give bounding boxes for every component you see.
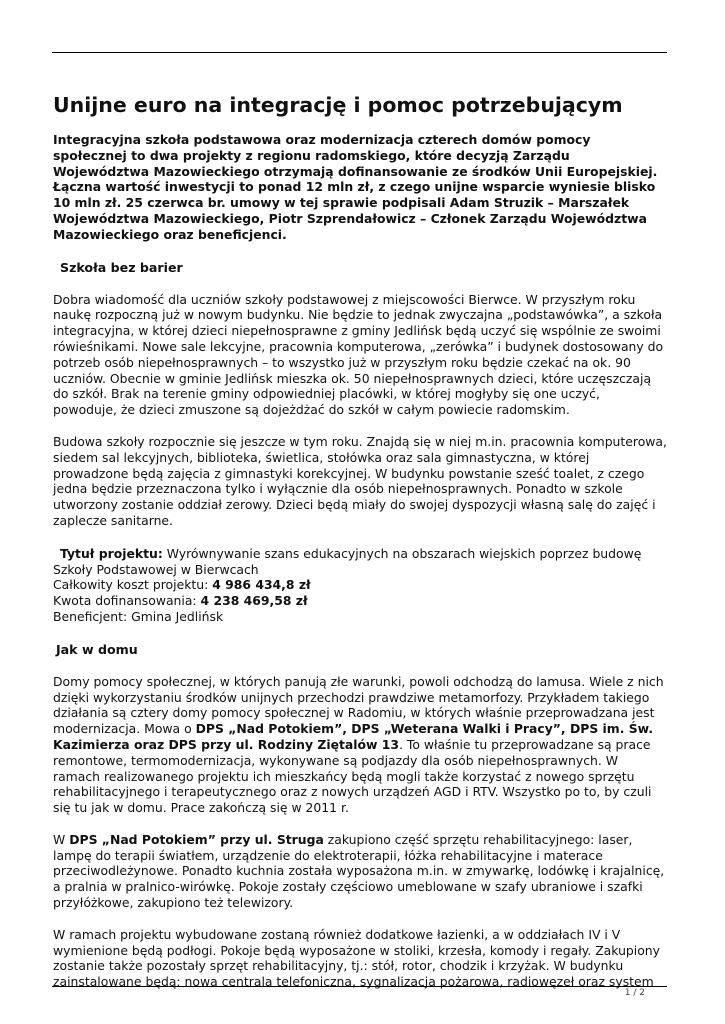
section2-p1-dps-list: DPS „Nad Potokiem”, DPS „Weterana Walki i Pracy”, DPS im. Św. Kazimierza oraz DPS przy ul. Rodziny Ziętalów 13 [53,721,654,752]
section2-p1-text-a: Domy pomocy społecznej, w których panują złe warunki, powoli odchodzą do lamusa. Wiele z nich dzięki wykorzystaniu środków unijnych przechodzi prawdziwe metamorfozy. Przykładem takiego działania są cztery domy pomocy społecznej w Radomiu, w których właśnie przeprowadzana jest modernizacja. Mowa o [53,673,664,737]
project-funding-value: 4 238 469,58 zł [200,593,308,609]
section2-p1-text-c: . To właśnie tu przeprowadzane są prace remontowe, termomodernizacja, wykonywane są podjazdy dla osób niepełnosprawnych. W ramach realizowanego projektu ich mieszkańcy będą mogli także korzystać z nowego sprzętu rehabilitacyjnego i terapeutycznego oraz z nowych urządzeń AGD i RTV. Wszystko po to, by czuli się tu jak w domu. Prace zakończą się w 2011 r. [53,736,652,816]
article-title: Unijne euro na integrację i pomoc potrzebującym [53,93,623,117]
article-lead: Integracyjna szkoła podstawowa oraz modernizacja czterech domów pomocy społecznej to dwa projekty z regionu radomskiego, które decyzją Zarządu Województwa Mazowieckiego otrzymają dofinansowanie ze środków Unii Europejskiej. Łączna wartość inwestycji to ponad 12 mln zł, z czego unijne wsparcie wyniesie blisko 10 mln zł. 25 czerwca br. umowy w tej sprawie podpisali Adam Struzik – Marszałek Województwa Mazowieckiego, Piotr Szprendałowicz – Członek Zarządu Województwa Mazowieckiego oraz beneficjenci. [53,132,658,242]
section2-paragraph-1 [53,674,667,816]
project-funding-row [53,593,667,609]
project-cost-value: 4 986 434,8 zł [212,577,311,593]
bottom-rule [52,986,667,987]
section1-paragraph-1: Dobra wiadomość dla uczniów szkoły podstawowej z miejscowości Bierwce. W przyszłym roku naukę rozpoczną już w nowym budynku. Nie będzie to jednak zwyczajna „podstawówka”, a szkoła integracyjna, w której dzieci niepełnosprawne z gminy Jedlińsk będą uczyć się wspólnie ze swoimi rówieśnikami. Nowe sale lekcyjne, pracownia komputerowa, „zerówka” i budynek dostosowany do potrzeb osób niepełnosprawnych – to wszystko już w przyszłym roku będzie czekać na ok. 90 uczniów. Obecnie w gminie Jedlińsk mieszka ok. 50 niepełnosprawnych dzieci, które uczęszczają do szkół. Brak na terenie gminy odpowiedniej placówki, w której mogłyby się one uczyć, powoduje, że dzieci zmuszone są dojeżdżać do szkół w całym powiecie radomskim. [53,291,664,418]
section1-paragraph-2: Budowa szkoły rozpocznie się jeszcze w tym roku. Znajdą się w niej m.in. pracownia komputerowa, siedem sal lekcyjnych, biblioteka, świetlica, stołówka oraz sala gimnastyczna, w której prowadzone będą zajęcia z gimnastyki korekcyjnej. W budynku powstanie sześć toalet, z czego jedna będzie przeznaczona tylko i wyłącznie dla osób niepełnosprawnych. Ponadto w szkole utworzony zostanie oddział zerowy. Dzieci będą miały do swojej dyspozycji własną salę do zajęć i zaplecze sanitarne. [53,433,667,528]
section2-p2-dps-name: DPS „Nad Potokiem” przy ul. Struga [69,831,324,847]
project-title-value: Wyrównywanie szans edukacyjnych na obszarach wiejskich poprzez budowę Szkoły Podstawowej w Bierwcach [53,545,642,577]
section2-p2-text-a: W [53,831,70,847]
project-info [53,546,667,625]
section2-p2-text-c: zakupiono część sprzętu rehabilitacyjnego: laser, lampę do terapii światłem, urządzenie do elektroterapii, łóżka rehabilitacyjne i materace przeciwodleżynowe. Ponadto kuchnia została wyposażona m.in. w zmywarkę, lodówkę i krajalnicę, a pralnia w pralnico-wirówkę. Pokoje zostały częściowo umeblowane w szafy ubraniowe i szafki przyłóżkowe, zakupiono też telewizory. [53,831,665,911]
project-funding-label: Kwota dofinansowania: [53,593,201,609]
project-cost-row [53,577,667,593]
section2-paragraph-2 [53,832,667,911]
project-beneficiary: Beneficjent: Gmina Jedlińsk [53,608,224,624]
project-title-row [53,546,667,578]
article [53,92,667,990]
section-heading-szkola: Szkoła bez barier [60,259,183,275]
page-number: 1 / 2 [624,988,645,998]
project-title-label: Tytuł projektu: [60,545,163,561]
top-rule [52,52,667,53]
section2-paragraph-3: W ramach projektu wybudowane zostaną również dodatkowe łazienki, a w oddziałach IV i V wymienione będą podłogi. Pokoje będą wyposażone w stoliki, krzesła, komody i regały. Zakupiony zostanie także pozostały sprzęt rehabilitacyjny, tj.: stół, rotor, chodzik i krzyżak. W budynku zainstalowane będą: nowa centrala telefoniczna, sygnalizacja pożarowa, radiowęzeł oraz system [53,926,660,990]
project-cost-label: Całkowity koszt projektu: [53,577,213,593]
section-heading-jak-w-domu: Jak w domu [56,641,138,657]
